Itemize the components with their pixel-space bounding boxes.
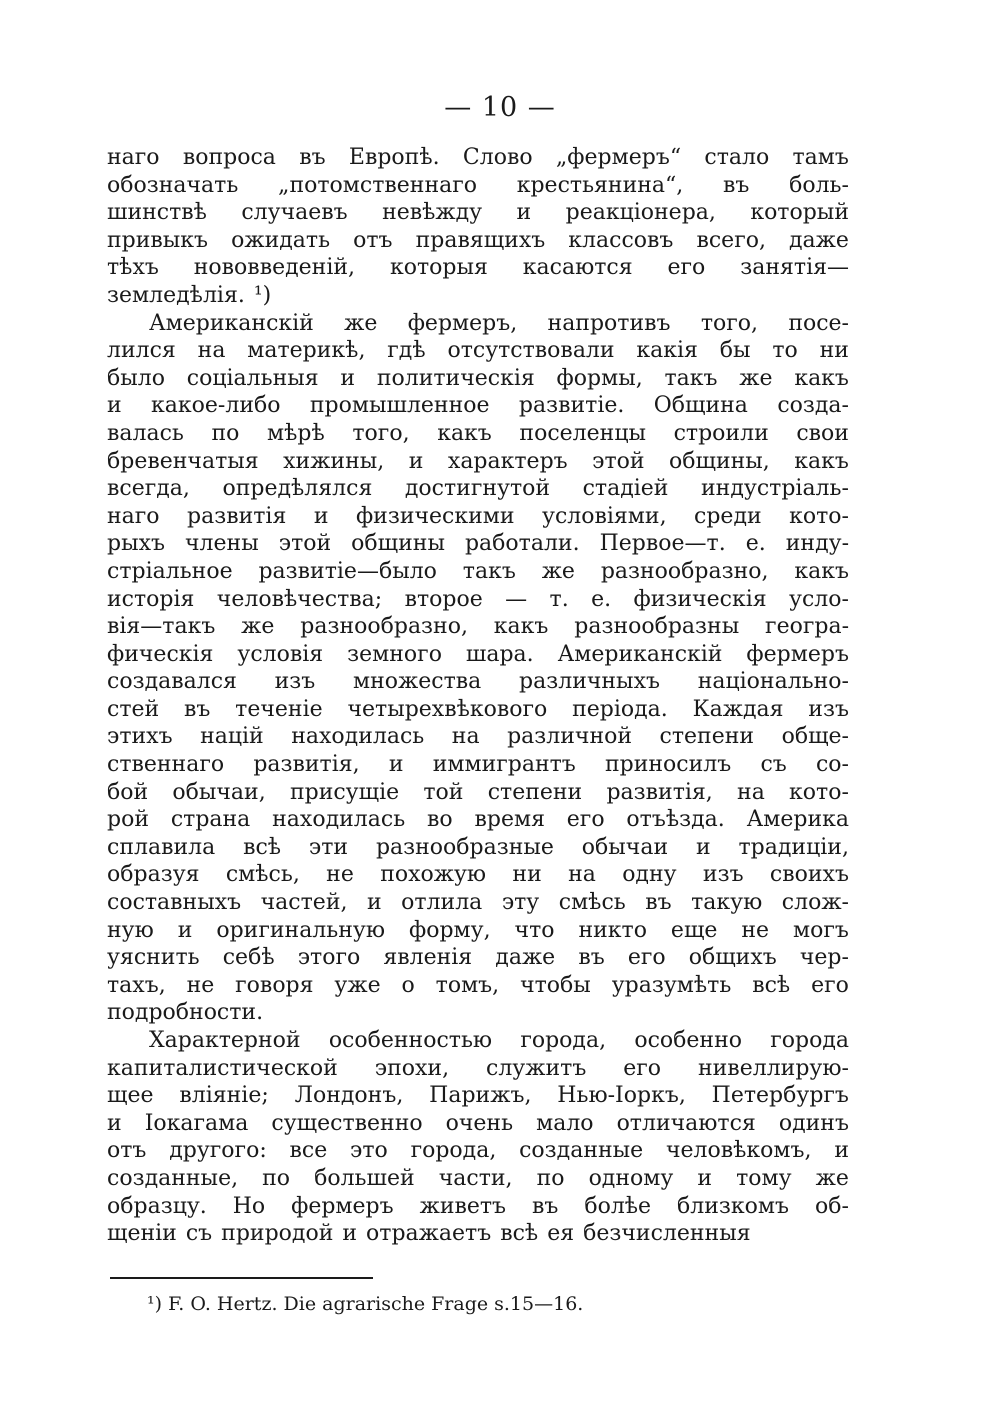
text-line: капиталистической эпохи, служитъ его нивеллирую- (107, 1055, 849, 1081)
page-number: — 10 — (444, 92, 556, 123)
paragraph (107, 1027, 849, 1248)
footnote-divider (110, 1277, 373, 1279)
text-line: исторія человѣчества; второе — т. е. физическія усло- (107, 586, 849, 612)
text-line: отъ другого: все это города, созданные человѣкомъ, и (107, 1138, 849, 1164)
paragraph (107, 144, 849, 310)
text-line: бревенчатыя хижины, и характеръ этой общины, какъ (107, 448, 849, 474)
text-line: Характерной особенностью города, особенно города (149, 1028, 849, 1053)
text-line: фическія условія земного шара. Американскій фермеръ (107, 641, 849, 667)
text-line: рыхъ члены этой общины работали. Первое—т. е. инду- (107, 531, 849, 557)
text-line: ную и оригинальную форму, что никто еще не могъ (107, 917, 849, 943)
text-line: наго вопроса въ Европѣ. Слово „фермеръ“ стало тамъ (107, 145, 849, 170)
footnote: ¹) F. O. Hertz. Die agrarische Frage s.15—16. (147, 1293, 584, 1315)
text-line: стріальное развитіе—было такъ же разнообразно, какъ (107, 558, 849, 584)
text-line: стей въ теченіе четырехвѣкового періода. Каждая изъ (107, 696, 849, 722)
text-line: наго развитія и физическими условіями, среди кото- (107, 503, 849, 529)
text-line: вія—такъ же разнообразно, какъ разнообразны геогра- (107, 614, 849, 640)
text-line: щеніи съ природой и отражаетъ всѣ ея безчисленныя (107, 1221, 751, 1247)
text-line: образцу. Но фермеръ живетъ въ болѣе близкомъ об- (107, 1193, 849, 1219)
text-line: рой страна находилась во время его отъѣзда. Америка (107, 807, 849, 833)
text-line: Американскій же фермеръ, напротивъ того, посе- (149, 310, 849, 336)
text-line: и какое-либо промышленное развитіе. Община созда- (107, 393, 849, 419)
text-line: составныхъ частей, и отлила эту смѣсь въ такую слож- (107, 890, 849, 916)
text-line: образуя смѣсь, не похожую ни на одну изъ своихъ (107, 862, 849, 888)
text-line: и Іокагама существенно очень мало отличаются одинъ (107, 1110, 849, 1136)
text-line: подробности. (107, 1000, 264, 1026)
text-line: созданные, по большей части, по одному и тому же (107, 1165, 849, 1191)
body-text (107, 144, 849, 1248)
text-line: привыкъ ожидать отъ правящихъ классовъ всего, даже (107, 227, 849, 253)
paragraph (107, 310, 849, 1027)
text-line: тѣхъ нововведеній, которыя касаются его занятія— (107, 255, 849, 281)
text-line: лился на материкѣ, гдѣ отсутствовали какія бы то ни (107, 338, 849, 364)
text-line: ственнаго развитія, и иммигрантъ приносилъ съ со- (107, 752, 849, 778)
text-line: обозначать „потомственнаго крестьянина“, въ боль- (107, 172, 849, 198)
text-line: этихъ націй находилась на различной степени обще- (107, 724, 849, 750)
text-line: всегда, опредѣлялся достигнутой стадіей индустріаль- (107, 476, 849, 502)
text-line: земледѣлія. ¹) (107, 282, 272, 308)
text-line: создавался изъ множества различныхъ національно- (107, 669, 849, 695)
text-line: шинствѣ случаевъ невѣжду и реакціонера, который (107, 200, 849, 226)
text-line: валась по мѣрѣ того, какъ поселенцы строили свои (107, 420, 849, 446)
text-line: бой обычаи, присущіе той степени развитія, на кото- (107, 779, 849, 805)
text-line: сплавила всѣ эти разнообразные обычаи и традиціи, (107, 834, 849, 860)
text-line: было соціальныя и политическія формы, такъ же какъ (107, 365, 849, 391)
text-line: тахъ, не говоря уже о томъ, чтобы уразумѣть всѣ его (107, 972, 849, 998)
text-line: уяснить себѣ этого явленія даже въ его общихъ чер- (107, 945, 849, 971)
text-line: щее вліяніе; Лондонъ, Парижъ, Нью-Іоркъ, Петербургъ (107, 1083, 849, 1109)
